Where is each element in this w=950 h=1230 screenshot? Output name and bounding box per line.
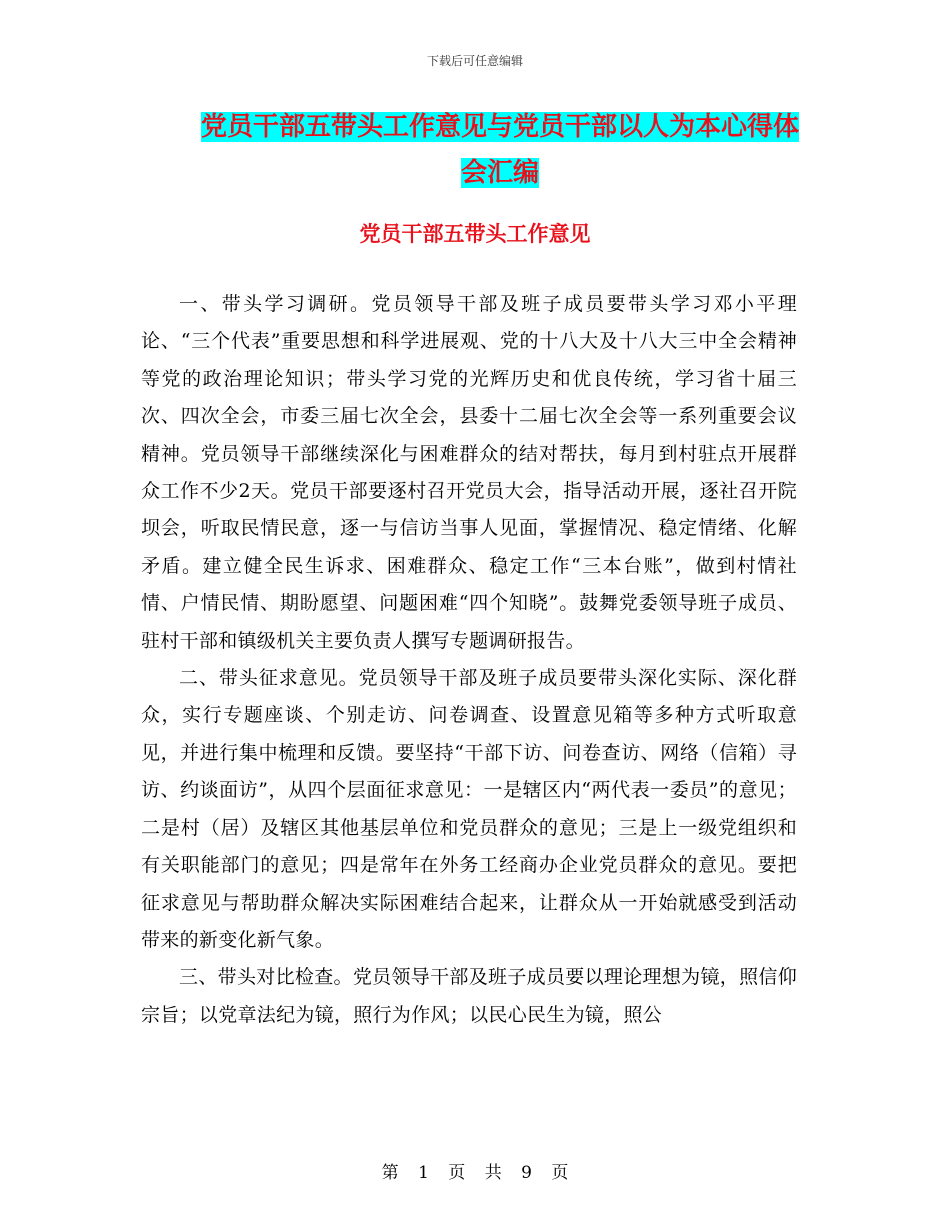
body-text: [141, 286, 797, 1034]
paragraph-1: 一、带头学习调研。党员领导干部及班子成员要带头学习邓小平理论、“三个代表”重要思想和科学进展观、党的十八大及十八大三中全会精神等党的政治理论知识；带头学习党的光辉历史和优良传统，学习省十届三次、四次全会，市委三届七次全会，县委十二届七次全会等一系列重要会议精神。党员领导干部继续深化与困难群众的结对帮扶，每月到村驻点开展群众工作不少2天。党员干部要逐村召开党员大会，指导活动开展，逐社召开院坝会，听取民情民意，逐一与信访当事人见面，掌握情况、稳定情绪、化解矛盾。建立健全民生诉求、困难群众、稳定工作“三本台账”，做到村情社情、户情民情、期盼愿望、问题困难“四个知晓”。鼓舞党委领导班子成员、驻村干部和镇级机关主要负责人撰写专题调研报告。: [141, 293, 797, 652]
title-line-1: 党员干部五带头工作意见与党员干部以人为本心得体: [200, 112, 799, 142]
footer-prefix: 第: [381, 1163, 399, 1183]
footer-mid-1: 页: [448, 1163, 466, 1183]
page-footer: [0, 1158, 950, 1183]
footer-suffix: 页: [551, 1163, 569, 1183]
document-title: [140, 104, 860, 196]
header-note: 下载后可任意编辑: [426, 54, 523, 68]
footer-total-pages: 9: [521, 1163, 532, 1183]
footer-mid-2: 共: [484, 1163, 502, 1183]
section-heading: 党员干部五带头工作意见: [359, 221, 591, 246]
footer-page-number: 1: [418, 1163, 429, 1183]
paragraph-2: 二、带头征求意见。党员领导干部及班子成员要带头深化实际、深化群众，实行专题座谈、个别走访、问卷调查、设置意见箱等多种方式听取意见，并进行集中梳理和反馈。要坚持“干部下访、问卷查访、网络（信箱）寻访、约谈面访”，从四个层面征求意见：一是辖区内“两代表一委员”的意见；二是村（居）及辖区其他基层单位和党员群众的意见；三是上一级党组织和有关职能部门的意见；四是常年在外务工经商办企业党员群众的意见。要把征求意见与帮助群众解决实际困难结合起来，让群众从一开始就感受到活动带来的新变化新气象。: [141, 667, 797, 951]
title-line-2: 会汇编: [460, 158, 539, 188]
paragraph-3: 三、带头对比检查。党员领导干部及班子成员要以理论理想为镜，照信仰宗旨；以党章法纪为镜，照行为作风；以民心民生为镜，照公: [141, 966, 797, 1026]
